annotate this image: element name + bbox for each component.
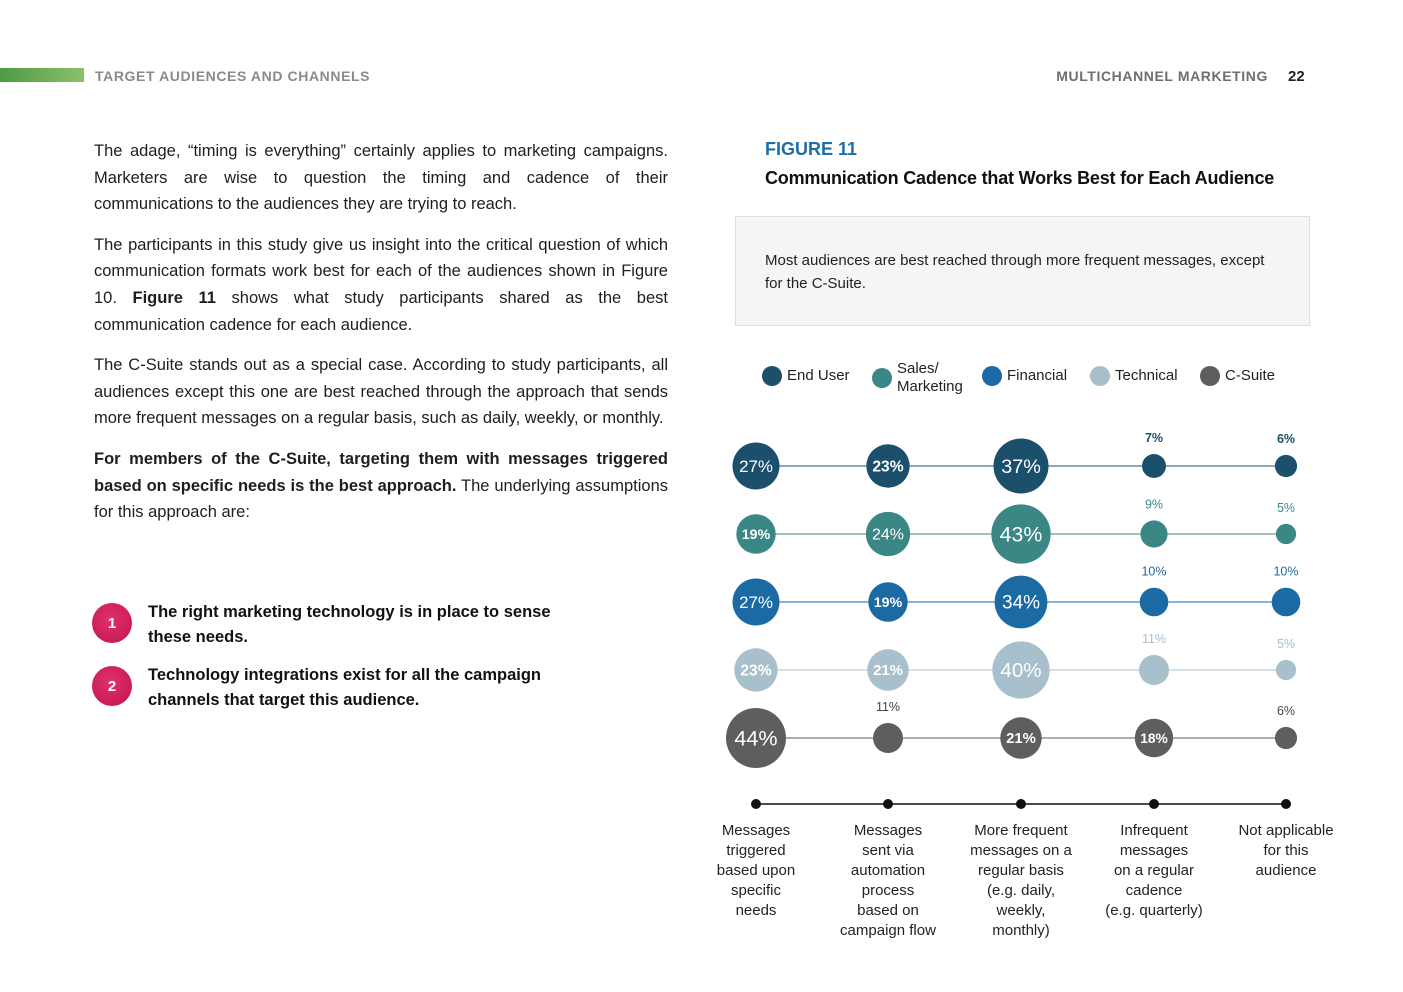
data-label: 19% bbox=[873, 594, 903, 611]
x-axis-tick bbox=[1149, 799, 1159, 809]
legend-label: Financial bbox=[1007, 367, 1068, 384]
data-label: 23% bbox=[872, 458, 904, 476]
legend-item bbox=[1200, 366, 1275, 386]
document-title: MULTICHANNEL MARKETING bbox=[1056, 68, 1268, 84]
data-label: 10% bbox=[1273, 564, 1299, 579]
data-label: 5% bbox=[1276, 636, 1296, 651]
data-bubble bbox=[1140, 520, 1167, 547]
legend-item bbox=[982, 366, 1067, 386]
data-label: 27% bbox=[739, 456, 773, 476]
data-label: 18% bbox=[1140, 729, 1168, 746]
legend-swatch bbox=[762, 366, 782, 386]
data-label: 21% bbox=[873, 662, 903, 680]
data-bubble bbox=[1140, 588, 1169, 617]
data-label: 10% bbox=[1141, 564, 1167, 579]
data-bubble bbox=[1275, 727, 1297, 749]
data-bubble bbox=[1142, 454, 1166, 478]
data-label: 21% bbox=[1006, 730, 1036, 748]
data-label: 34% bbox=[1002, 592, 1040, 614]
legend-swatch bbox=[982, 366, 1002, 386]
x-axis-tick bbox=[1281, 799, 1291, 809]
legend-label: Technical bbox=[1115, 367, 1178, 384]
x-axis-tick bbox=[1016, 799, 1026, 809]
figure-label: FIGURE 11 bbox=[765, 139, 858, 159]
legend-swatch bbox=[1200, 366, 1220, 386]
data-label: 19% bbox=[741, 526, 771, 543]
data-label: 11% bbox=[1141, 632, 1167, 646]
callout-box bbox=[735, 216, 1310, 326]
legend-item bbox=[1090, 366, 1178, 386]
chart-legend bbox=[762, 358, 1322, 398]
legend-label: End User bbox=[787, 367, 850, 384]
data-label: 7% bbox=[1144, 431, 1164, 446]
data-label: 6% bbox=[1276, 431, 1296, 446]
data-label: 43% bbox=[999, 522, 1043, 547]
figure-title: Communication Cadence that Works Best for Each Audience bbox=[765, 168, 1275, 188]
data-label: 40% bbox=[1000, 659, 1042, 683]
list-item-text: Technology integrations exist for all the campaign channels that target this audience. bbox=[148, 666, 542, 709]
data-label: 37% bbox=[1001, 455, 1041, 478]
legend-item bbox=[872, 360, 963, 396]
data-label: 23% bbox=[740, 662, 772, 680]
data-bubble bbox=[1276, 660, 1296, 680]
data-bubble bbox=[1139, 655, 1169, 685]
x-axis-tick bbox=[751, 799, 761, 809]
legend-swatch bbox=[1090, 366, 1110, 386]
data-label: 24% bbox=[872, 526, 904, 544]
paragraph-3: The C-Suite stands out as a special case. According to study participants, all audiences except this one are best reached through the approach that sends more frequent messages on a regular basis, such as daily, weekly, or monthly. bbox=[94, 356, 668, 428]
callout-text: Most audiences are best reached through more frequent messages, except for the C-Suite. bbox=[765, 252, 1265, 292]
data-bubble bbox=[1276, 524, 1296, 544]
legend-swatch bbox=[872, 368, 892, 388]
paragraph-1: The adage, “timing is everything” certainly applies to marketing campaigns. Marketers are wise to question the timing and cadence of their communications to the audiences they are trying to reach. bbox=[94, 142, 668, 214]
x-tick-label: Messages sent via automation process based on campaign flow bbox=[840, 822, 936, 939]
data-bubble bbox=[1272, 588, 1301, 617]
data-bubble bbox=[1275, 455, 1297, 477]
data-label: 11% bbox=[875, 700, 901, 714]
header-accent-bar bbox=[0, 68, 84, 82]
x-tick-label: Not applicable for this audience bbox=[1238, 822, 1334, 879]
legend-label: C-Suite bbox=[1225, 367, 1276, 384]
paragraph-4: For members of the C-Suite, targeting them with messages triggered based on specific needs is the best approach. The underlying assumptions for this approach are: bbox=[94, 449, 668, 522]
data-label: 6% bbox=[1276, 703, 1296, 718]
page-number: 22 bbox=[1288, 68, 1305, 85]
number-badge: 1 bbox=[92, 603, 132, 643]
data-label: 44% bbox=[734, 725, 778, 751]
legend-item bbox=[762, 366, 850, 386]
legend-label: Sales/ Marketing bbox=[897, 360, 963, 395]
bubble-chart bbox=[690, 420, 1403, 820]
data-label: 5% bbox=[1276, 500, 1296, 515]
x-tick-label: Infrequent messages on a regular cadence (e.g. quarterly) bbox=[1105, 822, 1203, 919]
paragraph-2: The participants in this study give us insight into the critical question of which communication formats work best for each of the audiences shown in Figure 10. Figure 11 shows what study participants shared as the best communication cadence for each audience. bbox=[94, 235, 668, 334]
body-text bbox=[94, 138, 668, 540]
x-tick-label: More frequent messages on a regular basis (e.g. daily, weekly, monthly) bbox=[970, 822, 1072, 939]
data-bubble bbox=[873, 723, 903, 753]
x-tick-label: Messages triggered based upon specific needs bbox=[716, 822, 796, 919]
data-label: 27% bbox=[739, 592, 773, 612]
data-label: 9% bbox=[1144, 497, 1164, 512]
number-badge: 2 bbox=[92, 666, 132, 706]
x-axis-tick bbox=[883, 799, 893, 809]
list-item-text: The right marketing technology is in place to sense these needs. bbox=[148, 603, 551, 646]
section-title: TARGET AUDIENCES AND CHANNELS bbox=[95, 68, 371, 84]
